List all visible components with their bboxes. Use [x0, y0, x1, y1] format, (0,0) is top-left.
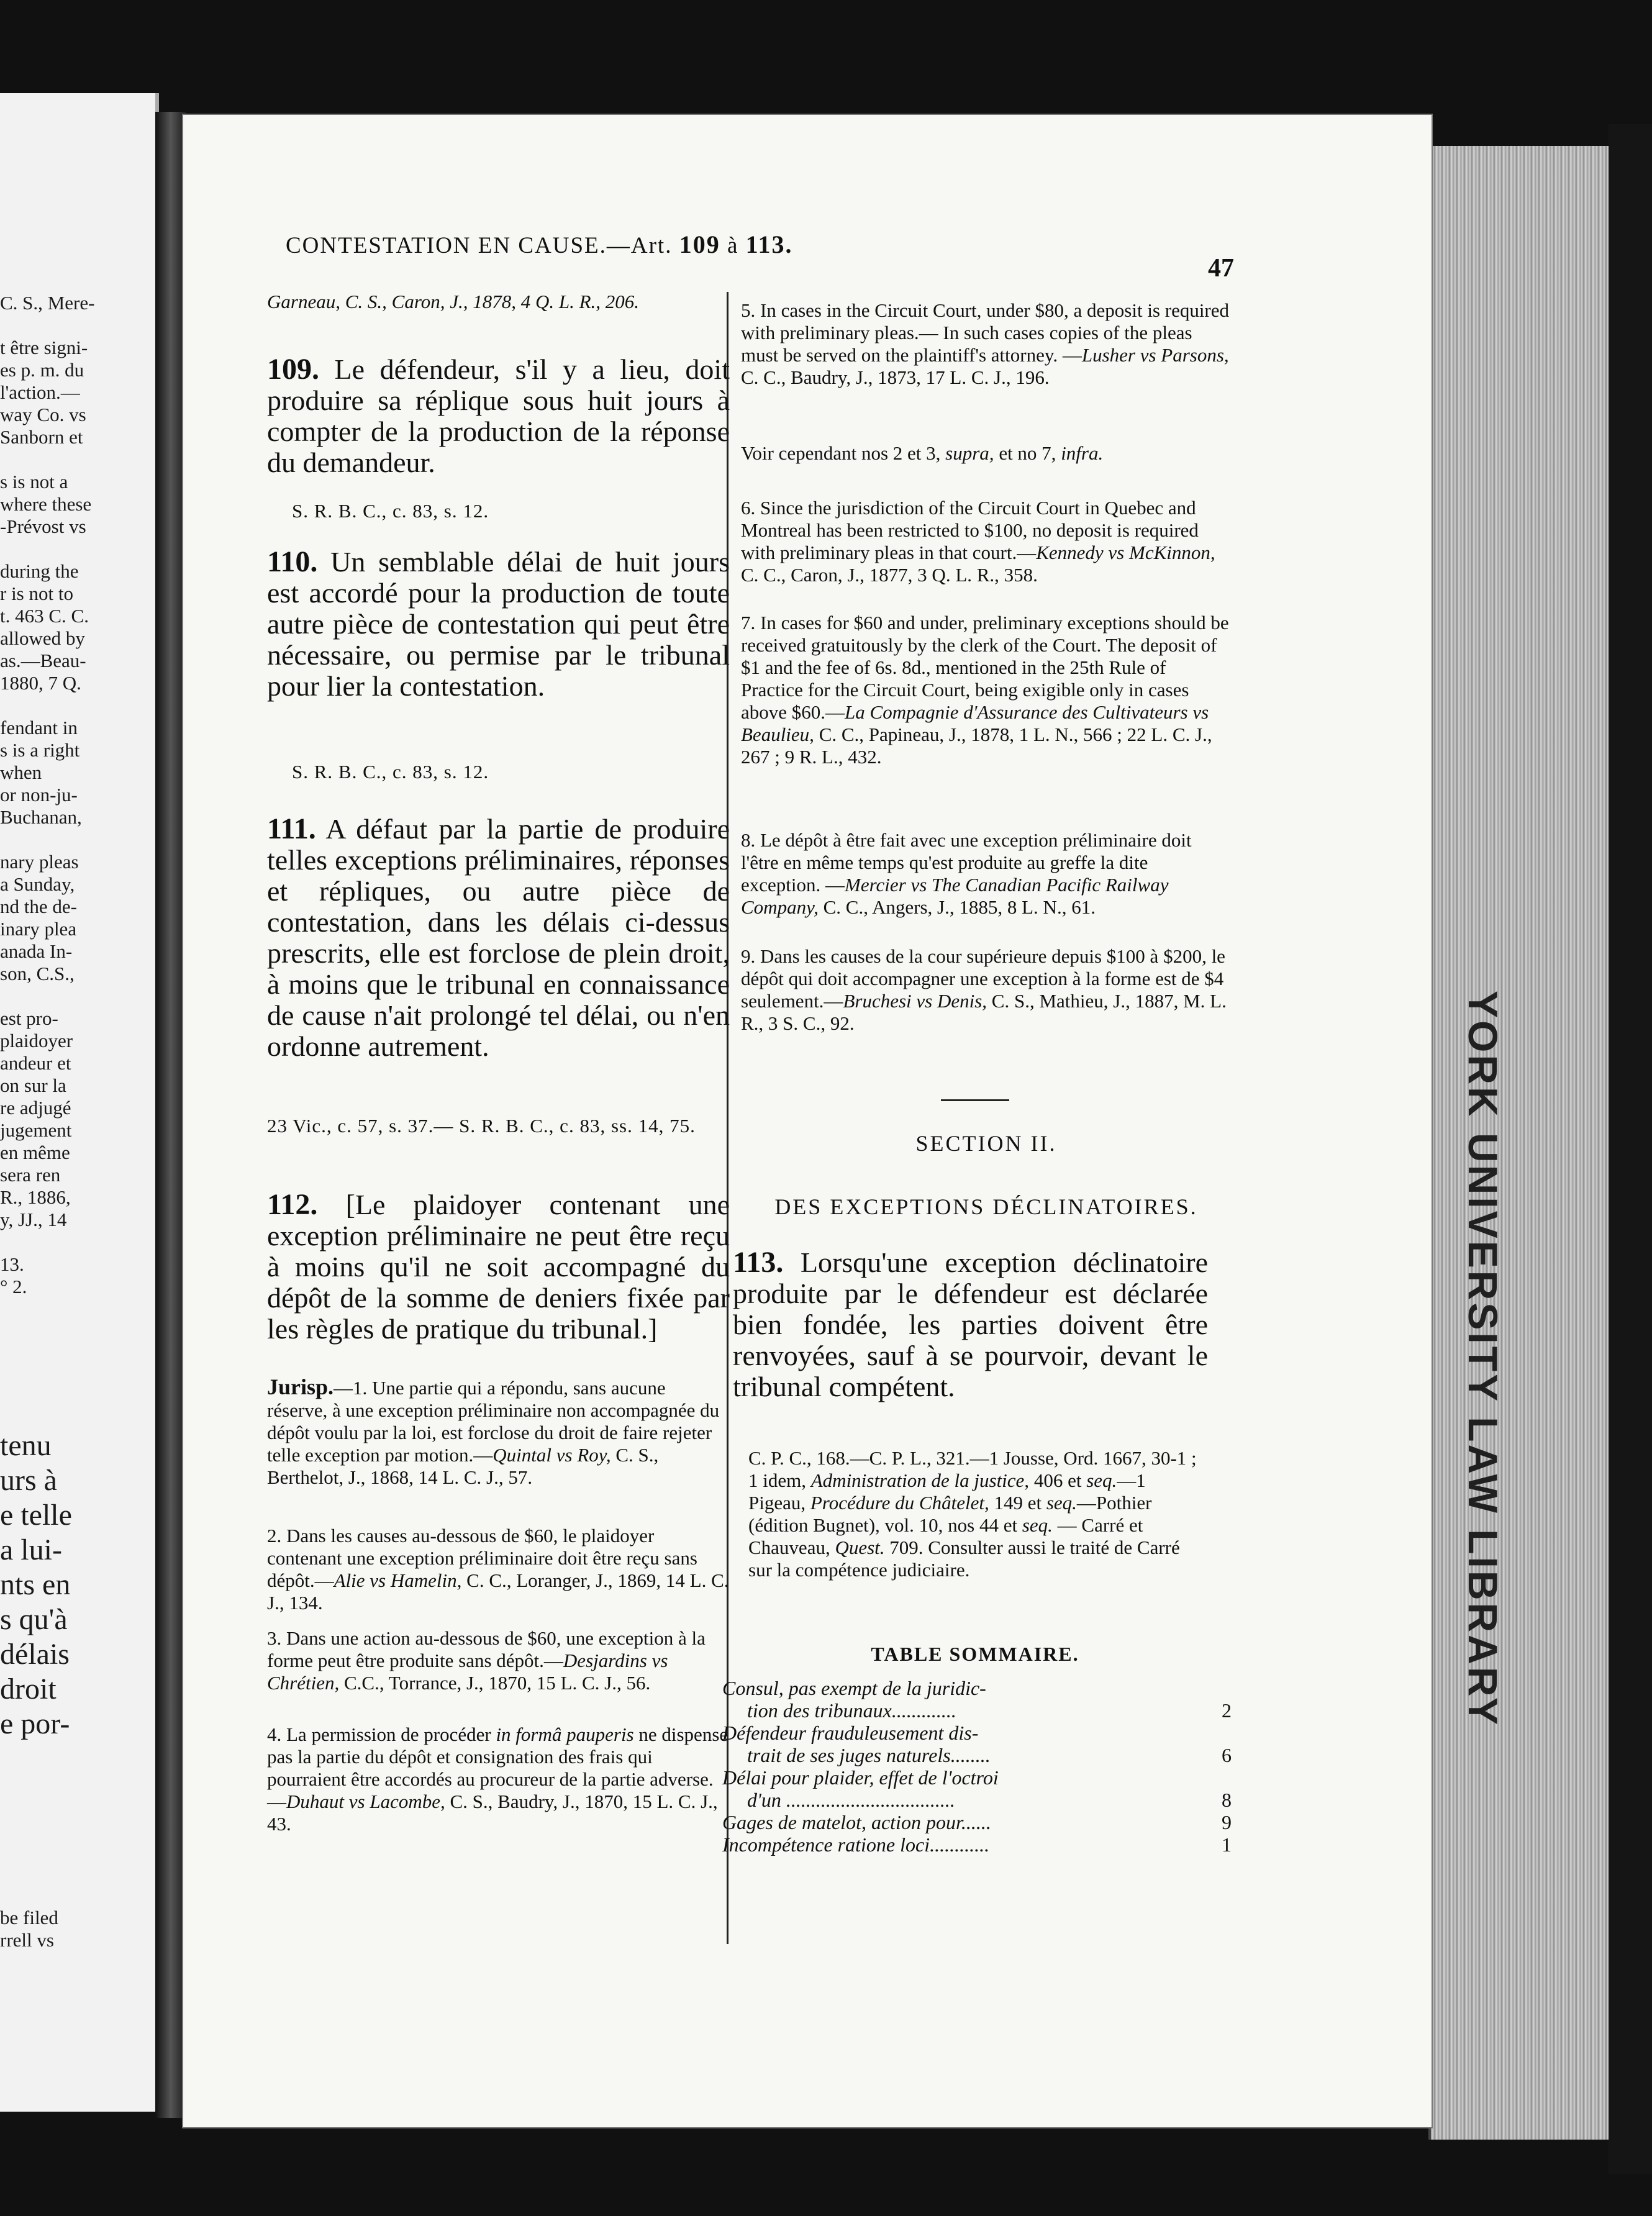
left-facing-page [0, 93, 159, 2112]
article-111-number: 111. [267, 812, 316, 845]
note-6-case: Kennedy vs McKinnon, [1036, 542, 1215, 563]
article-111 [267, 814, 730, 1062]
toc-row [722, 1766, 1232, 1811]
left-fragment-line [0, 985, 149, 1007]
article-range-end: 113. [745, 230, 793, 258]
toc-row [722, 1677, 1232, 1722]
running-header [286, 230, 1112, 259]
left-fragment-big-line: droit [0, 1673, 57, 1705]
section-title: SECTION II. [915, 1131, 1057, 1156]
left-page-bottom-fragments [0, 1907, 149, 1951]
toc-entry-text: Consul, pas exempt de la juridic- [722, 1677, 986, 1699]
left-fragment-line: t être signi- [0, 337, 88, 358]
article-113-sources [748, 1447, 1205, 1581]
note-9-case: Bruchesi vs Denis, [843, 990, 987, 1012]
left-fragment-line: andeur et [0, 1052, 71, 1074]
left-fragment-big-line: e por- [0, 1707, 70, 1740]
page-number: 47 [1208, 254, 1234, 283]
note-8 [741, 829, 1232, 919]
src-5: —Pothier (édition Bugnet), vol. 10, nos 44 et [748, 1492, 1152, 1536]
left-fragment-line: on sur la [0, 1074, 66, 1096]
toc-row [722, 1811, 1232, 1833]
scan-edge-shadow [1609, 124, 1652, 2174]
left-fragment-line: en même [0, 1142, 70, 1163]
left-fragment-line: as.—Beau- [0, 650, 86, 671]
left-fragment-line: r is not to [0, 583, 73, 604]
left-fragment-line: fendant in [0, 717, 78, 738]
left-fragment-line: where these [0, 493, 92, 515]
note-5 [741, 299, 1232, 389]
note-8-text: 8. Le dépôt à être fait avec une exception préliminaire doit l'être en même temps qu'est produite au greffe la dite exception. — [741, 829, 1192, 896]
jurisprudence-note-2 [267, 1525, 730, 1614]
src-1: C. P. C., 168.—C. P. L., 321.—1 Jousse, Ord. 1667, 30-1 ; 1 idem, [748, 1447, 1197, 1491]
section-divider [941, 1099, 1009, 1101]
note-6 [741, 497, 1232, 586]
left-fragment-line [0, 314, 149, 337]
page-edges [1428, 146, 1611, 2140]
toc-row [722, 1833, 1232, 1856]
src-6: — Carré et Chauveau, [748, 1514, 1143, 1558]
note-4-text-b: ne dispense pas la partie du dépôt et consignation des frais qui pourraient être accordés au procureur de la partie adverse.— [267, 1723, 728, 1812]
left-fragment-line: C. S., Mere- [0, 292, 95, 314]
src-2: 406 et [1029, 1469, 1087, 1491]
article-range-separator: à [727, 233, 739, 258]
left-fragment-bottom-line: be filed [0, 1907, 58, 1928]
note-5-end: C. C., Baudry, J., 1873, 17 L. C. J., 196. [741, 366, 1050, 388]
toc-entry-number: 8 [1222, 1789, 1232, 1811]
left-fragment-line: l'action.— [0, 381, 80, 403]
toc-entry-continuation: d'un .................................. [747, 1789, 955, 1811]
left-fragment-line [0, 448, 149, 471]
left-fragment-big-line: s qu'à [0, 1603, 68, 1636]
src-it-6: Quest. [835, 1537, 885, 1558]
note-6-text: 6. Since the jurisdiction of the Circuit Court in Quebec and Montreal has been restricted to $100, no deposit is required with preliminary pleas in that court.— [741, 497, 1199, 563]
article-110-text: Un semblable délai de huit jours est accordé pour la production de toute autre pièce de contestation qui peut être nécessaire, ou permise par le tribunal pour lier la contestation. [267, 546, 730, 702]
src-it-1: Administration de la justice, [810, 1469, 1030, 1491]
voir-infra: infra. [1061, 442, 1104, 464]
note-8-case: Mercier vs The Canadian Pacific Railway Company, [741, 874, 1169, 918]
toc-entry-number: 9 [1222, 1811, 1232, 1833]
src-7: 709. Consulter aussi le traité de Carré sur la compétence judiciaire. [748, 1537, 1180, 1581]
left-fragment-line: ° 2. [0, 1276, 27, 1297]
src-it-3: Procédure du Châtelet, [810, 1492, 989, 1514]
voir-text: Voir cependant nos 2 et 3, [741, 442, 946, 464]
left-fragment-line: allowed by [0, 627, 85, 649]
article-110-number: 110. [267, 545, 318, 578]
left-fragment-line: Buchanan, [0, 806, 82, 828]
toc-entry-text: Gages de matelot, action pour...... [722, 1811, 991, 1833]
toc-row [722, 1722, 1232, 1766]
note-1-text: —1. Une partie qui a répondu, sans aucune réserve, à une exception préliminaire non accompagnée du dépôt voulu par la loi, est forclose du droit de faire rejeter telle exception par motion.— [267, 1377, 720, 1466]
note-5-case: Lusher vs Parsons, [1081, 344, 1229, 366]
note-8-end: C. C., Angers, J., 1885, 8 L. N., 61. [818, 896, 1096, 918]
left-fragment-line: nary pleas [0, 851, 79, 873]
article-109-source: S. R. B. C., c. 83, s. 12. [292, 500, 489, 522]
note-7-text: 7. In cases for $60 and under, preliminary exceptions should be received gratuitously by the clerk of the Court. The deposit of $1 and the fee of 6s. 8d., mentioned in the 25th Rule of Practice for the Circuit Court, being exigible only in cases above $60.— [741, 612, 1229, 723]
left-fragment-line: jugement [0, 1119, 72, 1141]
article-112-number: 112. [267, 1188, 318, 1221]
left-fragment-line: a Sunday, [0, 873, 75, 895]
article-111-text: A défaut par la partie de produire telles exceptions préliminaires, réponses et répliques, ou autre pièce de contestation, dans les délais ci-dessus prescrits, elle est forclose de plein droit, à moins que le tribunal en connaissance de cause n'ait prolongé tel délai, ou n'en ordonne autrement. [267, 813, 730, 1062]
article-110-source: S. R. B. C., c. 83, s. 12. [292, 761, 489, 783]
library-stamp: YORK UNIVERSITY LAW LIBRARY [1460, 991, 1506, 1728]
left-fragment-line: est pro- [0, 1007, 58, 1029]
note-7-end: C. C., Papineau, J., 1878, 1 L. N., 566 ; 22 L. C. J., 267 ; 9 R. L., 432. [741, 724, 1212, 768]
left-fragment-line: son, C.S., [0, 963, 75, 984]
note-7-case: La Compagnie d'Assurance des Cultivateurs vs Beaulieu, [741, 701, 1209, 745]
left-fragment-big-line: nts en [0, 1568, 71, 1601]
running-title: CONTESTATION EN CAUSE.—Art. [286, 233, 673, 258]
left-fragment-line: when [0, 761, 42, 783]
left-page-article-fragments [0, 1428, 149, 1741]
table-sommaire-title: TABLE SOMMAIRE. [871, 1643, 1079, 1665]
toc-entry-text: Incompétence ratione loci............ [722, 1833, 990, 1856]
left-fragment-line: t. 463 C. C. [0, 605, 89, 627]
left-fragment-bottom-line: rrell vs [0, 1929, 54, 1951]
left-fragment-big-line: délais [0, 1638, 70, 1671]
left-fragment-line [0, 1231, 149, 1253]
left-page-text-fragments [0, 292, 149, 1298]
left-fragment-line: es p. m. du [0, 359, 84, 381]
src-4: 149 et [989, 1492, 1046, 1514]
toc-entry-text: Délai pour plaider, effet de l'octroi [722, 1766, 999, 1789]
toc-entry-number: 6 [1222, 1744, 1232, 1766]
left-fragment-line: y, JJ., 14 [0, 1209, 67, 1230]
left-fragment-line [0, 829, 149, 851]
left-fragment-line: Sanborn et [0, 426, 83, 448]
left-fragment-line: 13. [0, 1253, 24, 1275]
left-fragment-big-line: a lui- [0, 1533, 62, 1566]
article-109 [267, 354, 730, 478]
article-112 [267, 1189, 730, 1345]
left-fragment-line: re adjugé [0, 1097, 71, 1119]
note-4-case: Duhaut vs Lacombe, [286, 1791, 445, 1812]
note-9 [741, 945, 1232, 1035]
carryover-citation [267, 291, 730, 313]
article-113-text: Lorsqu'une exception déclinatoire produite par le défendeur est déclarée bien fondée, les parties doivent être renvoyées, sauf à se pourvoir, devant le tribunal compétent. [733, 1246, 1208, 1402]
voir-supra: supra, [945, 442, 994, 464]
src-it-4: seq. [1046, 1492, 1077, 1514]
article-110 [267, 547, 730, 702]
left-fragment-line: -Prévost vs [0, 515, 86, 537]
note-4-end: C. S., Baudry, J., 1870, 15 L. C. J., 43. [267, 1791, 718, 1835]
note-7 [741, 612, 1232, 768]
src-3: —1 Pigeau, [748, 1469, 1146, 1514]
jurisprudence-note-1 [267, 1376, 730, 1489]
note-3-case: Desjardins vs Chrétien, [267, 1650, 668, 1694]
left-fragment-line: s is not a [0, 471, 68, 493]
src-it-5: seq. [1022, 1514, 1053, 1536]
voir-cependant [741, 442, 1232, 465]
note-3-end: C.C., Torrance, J., 1870, 15 L. C. J., 56. [339, 1672, 651, 1694]
carryover-citation-text: Garneau, C. S., Caron, J., 1878, 4 Q. L. R., 206. [267, 291, 640, 312]
book-gutter [155, 112, 186, 2118]
left-fragment-big-line: urs à [0, 1464, 57, 1497]
left-fragment-big-line: tenu [0, 1429, 52, 1462]
left-fragment-line [0, 538, 149, 560]
note-2-case: Alie vs Hamelin, [334, 1569, 462, 1591]
note-9-text: 9. Dans les causes de la cour supérieure depuis $100 à $200, le dépôt qui doit accompagner une exception à la forme est de $4 seulement.— [741, 945, 1225, 1012]
jurisprudence-label: Jurisp. [267, 1374, 334, 1399]
toc-entry-number: 1 [1222, 1833, 1232, 1856]
left-fragment-line: sera ren [0, 1164, 61, 1186]
left-fragment-line: inary plea [0, 918, 77, 940]
article-113 [733, 1247, 1208, 1402]
left-fragment-line: 1880, 7 Q. [0, 672, 81, 694]
article-109-text: Le défendeur, s'il y a lieu, doit produire sa réplique sous huit jours à compter de la production de la réponse du demandeur. [267, 353, 730, 478]
left-fragment-line: plaidoyer [0, 1030, 73, 1051]
article-range-start: 109 [679, 230, 720, 258]
note-4-latin: in formâ pauperis [496, 1723, 634, 1745]
note-2-text: 2. Dans les causes au-dessous de $60, le plaidoyer contenant une exception préliminaire doit être reçu sans dépôt.— [267, 1525, 697, 1591]
note-5-text: 5. In cases in the Circuit Court, under $80, a deposit is required with preliminary pleas.— In such cases copies of the pleas must be served on the plaintiff's attorney. — [741, 299, 1230, 366]
left-fragment-line [0, 694, 149, 717]
article-113-number: 113. [733, 1246, 784, 1279]
section-subtitle: DES EXCEPTIONS DÉCLINATOIRES. [774, 1194, 1198, 1219]
toc-entry-continuation: trait de ses juges naturels........ [747, 1744, 991, 1766]
article-109-number: 109. [267, 353, 319, 386]
left-fragment-line: way Co. vs [0, 404, 86, 425]
note-2-end: C. C., Loranger, J., 1869, 14 L. C. J., 134. [267, 1569, 729, 1614]
voir-mid: et no 7, [994, 442, 1061, 464]
left-fragment-line: R., 1886, [0, 1186, 71, 1208]
article-111-source: 23 Vic., c. 57, s. 37.— S. R. B. C., c. 83, ss. 14, 75. [267, 1115, 696, 1137]
toc-entry-text: Défendeur frauduleusement dis- [722, 1722, 979, 1744]
left-fragment-line: nd the de- [0, 896, 77, 917]
jurisprudence-note-3 [267, 1627, 730, 1694]
left-fragment-line: or non-ju- [0, 784, 78, 806]
note-9-end: C. S., Mathieu, J., 1887, M. L. R., 3 S. C., 92. [741, 990, 1227, 1034]
note-1-case: Quintal vs Roy, [492, 1444, 611, 1466]
src-it-2: seq. [1086, 1469, 1117, 1491]
toc-entry-number: 2 [1222, 1699, 1232, 1722]
left-fragment-line: s is a right [0, 739, 80, 761]
note-3-text: 3. Dans une action au-dessous de $60, une exception à la forme peut être produite sans dépôt.— [267, 1627, 706, 1671]
note-1-end: C. S., Berthelot, J., 1868, 14 L. C. J., 57. [267, 1444, 659, 1488]
left-fragment-line: anada In- [0, 940, 73, 962]
note-6-end: C. C., Caron, J., 1877, 3 Q. L. R., 358. [741, 564, 1038, 586]
left-fragment-big-line: e telle [0, 1499, 72, 1532]
jurisprudence-note-4 [267, 1723, 730, 1835]
left-fragment-line: during the [0, 560, 79, 582]
note-4-text-a: 4. La permission de procéder [267, 1723, 496, 1745]
toc-entry-continuation: tion des tribunaux............. [747, 1699, 956, 1722]
article-112-text: [Le plaidoyer contenant une exception préliminaire ne peut être reçu à moins qu'il ne soit accompagné du dépôt de la somme de deniers fixée par les règles de pratique du tribunal.] [267, 1189, 730, 1345]
